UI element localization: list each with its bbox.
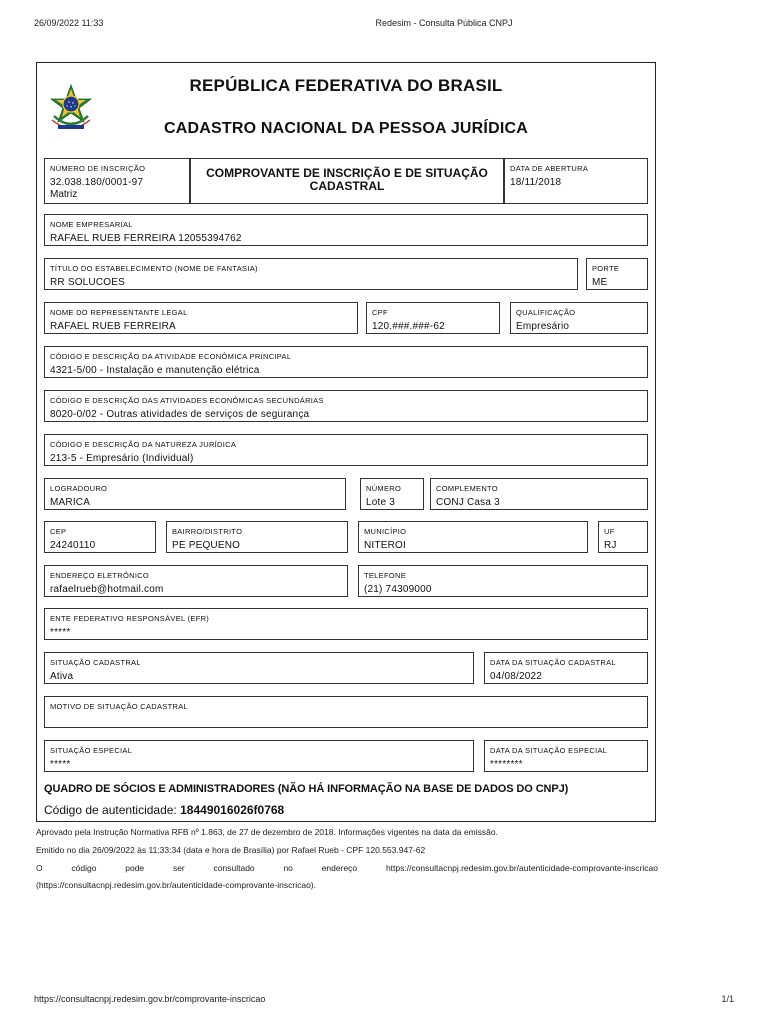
field-data-situacao-cadastral	[484, 652, 648, 684]
field-natureza-juridica	[44, 434, 648, 466]
field-efr	[44, 608, 648, 640]
field-porte	[586, 258, 648, 290]
field-bairro	[166, 521, 348, 553]
field-value: RR SOLUCOES	[50, 277, 125, 288]
footer-word: O	[36, 863, 43, 873]
footer-word: código	[71, 863, 97, 873]
document-title-sub: CADASTRO NACIONAL DA PESSOA JURÍDICA	[164, 120, 528, 137]
field-value: MARICA	[50, 497, 91, 508]
field-atividades-secundarias	[44, 390, 648, 422]
field-label: SITUAÇÃO CADASTRAL	[50, 658, 141, 667]
field-value: PE PEQUENO	[172, 540, 241, 551]
comprovante-title: COMPROVANTE DE INSCRIÇÃO E DE SITUAÇÃO CADASTRAL	[206, 166, 488, 193]
print-page-title: Redesim - Consulta Pública CNPJ	[375, 18, 513, 28]
field-cpf	[366, 302, 500, 334]
field-label: PORTE	[592, 264, 620, 273]
field-situacao-especial	[44, 740, 474, 772]
field-label: DATA DA SITUAÇÃO ESPECIAL	[490, 746, 608, 755]
field-value: 8020-0/02 - Outras atividades de serviços de segurança	[50, 409, 310, 420]
field-logradouro	[44, 478, 346, 510]
footer-word: consultado	[213, 863, 255, 873]
field-value-secondary: Matriz	[50, 189, 78, 200]
field-atividade-principal	[44, 346, 648, 378]
field-value: 4321-5/00 - Instalação e manutenção elétrica	[50, 365, 260, 376]
field-label: DATA DA SITUAÇÃO CADASTRAL	[490, 658, 616, 667]
autenticidade-link[interactable]: https://consultacnpj.redesim.gov.br/autenticidade-comprovante-inscricao	[385, 863, 658, 873]
field-value: rafaelrueb@hotmail.com	[50, 584, 164, 595]
print-url: https://consultacnpj.redesim.gov.br/comprovante-inscricao	[34, 994, 266, 1004]
field-label: NÚMERO DE INSCRIÇÃO	[50, 164, 146, 173]
field-value: CONJ Casa 3	[436, 497, 500, 508]
field-label: ENTE FEDERATIVO RESPONSÁVEL (EFR)	[50, 614, 210, 623]
comprovante-title-box	[190, 158, 504, 204]
field-label: CÓDIGO E DESCRIÇÃO DA NATUREZA JURÍDICA	[50, 440, 237, 449]
autenticidade-label: Código de autenticidade:	[44, 803, 177, 817]
footer-note-emitido: Emitido no dia 26/09/2022 às 11:33:34 (data e hora de Brasília) por Rafael Rueb - CPF 120.553.947-62	[36, 845, 426, 855]
footer-word: ser	[172, 863, 185, 873]
field-value: 18/11/2018	[510, 177, 562, 188]
field-label: NÚMERO	[366, 484, 402, 493]
print-page-number: 1/1	[721, 994, 734, 1004]
field-value: Ativa	[50, 671, 74, 682]
autenticidade-code: 18449016026f0768	[180, 803, 285, 817]
field-value: *****	[50, 627, 71, 638]
field-value: 32.038.180/0001-97	[50, 177, 144, 188]
field-value: RJ	[604, 540, 617, 551]
field-value: 24240110	[50, 540, 96, 551]
field-label: LOGRADOURO	[50, 484, 108, 493]
field-value: Lote 3	[366, 497, 396, 508]
field-label: NOME DO REPRESENTANTE LEGAL	[50, 308, 188, 317]
field-label: DATA DE ABERTURA	[510, 164, 589, 173]
field-label: NOME EMPRESARIAL	[50, 220, 133, 229]
field-numero-inscricao	[44, 158, 190, 204]
footer-note-url: (https://consultacnpj.redesim.gov.br/autenticidade-comprovante-inscricao).	[36, 880, 317, 890]
field-numero	[360, 478, 424, 510]
document-title-main: REPÚBLICA FEDERATIVA DO BRASIL	[189, 76, 503, 95]
field-municipio	[358, 521, 588, 553]
field-label: MUNICÍPIO	[364, 527, 407, 536]
field-value: RAFAEL RUEB FERREIRA	[50, 321, 176, 332]
field-label: SITUAÇÃO ESPECIAL	[50, 746, 133, 755]
field-situacao-cadastral	[44, 652, 474, 684]
field-value: *****	[50, 759, 71, 770]
field-uf	[598, 521, 648, 553]
field-value: 120.###.###-62	[372, 321, 445, 332]
field-value: RAFAEL RUEB FERREIRA 12055394762	[50, 233, 242, 244]
field-data-abertura	[504, 158, 648, 204]
field-label: MOTIVO DE SITUAÇÃO CADASTRAL	[50, 702, 189, 711]
field-representante-legal	[44, 302, 358, 334]
field-email	[44, 565, 348, 597]
field-data-situacao-especial	[484, 740, 648, 772]
field-complemento	[430, 478, 648, 510]
field-qualificacao	[510, 302, 648, 334]
field-label: TÍTULO DO ESTABELECIMENTO (NOME DE FANTASIA)	[50, 264, 258, 273]
field-value: NITEROI	[364, 540, 406, 551]
field-value: (21) 74309000	[364, 584, 432, 595]
field-value: 213-5 - Empresário (Individual)	[50, 453, 194, 464]
field-value: 04/08/2022	[490, 671, 543, 682]
field-value: Empresário	[516, 321, 570, 332]
field-titulo-estabelecimento	[44, 258, 578, 290]
field-cep	[44, 521, 156, 553]
footer-note-consulta	[36, 863, 658, 873]
footer-note-instrucao: Aprovado pela Instrução Normativa RFB nº 1.863, de 27 de dezembro de 2018. Informações vigentes na data da emissão.	[36, 827, 498, 837]
footer-word: endereço	[321, 863, 358, 873]
field-value: ********	[490, 759, 523, 770]
autenticidade-line	[44, 803, 284, 817]
field-label: UF	[604, 527, 615, 536]
field-value: ME	[592, 277, 608, 288]
field-label: BAIRRO/DISTRITO	[172, 527, 243, 536]
field-label: QUALIFICAÇÃO	[516, 308, 576, 317]
field-label: CÓDIGO E DESCRIÇÃO DA ATIVIDADE ECONÔMICA PRINCIPAL	[50, 352, 292, 361]
print-datetime: 26/09/2022 11:33	[34, 18, 104, 28]
field-nome-empresarial	[44, 214, 648, 246]
field-motivo-situacao	[44, 696, 648, 728]
field-label: CPF	[372, 308, 388, 317]
quadro-socios-heading: QUADRO DE SÓCIOS E ADMINISTRADORES (NÃO HÁ INFORMAÇÃO NA BASE DE DADOS DO CNPJ)	[44, 783, 569, 795]
field-label: CEP	[50, 527, 67, 536]
field-label: ENDEREÇO ELETRÔNICO	[50, 571, 150, 580]
field-label: CÓDIGO E DESCRIÇÃO DAS ATIVIDADES ECONÔMICAS SECUNDÁRIAS	[50, 396, 324, 405]
footer-word: no	[283, 863, 293, 873]
field-label: COMPLEMENTO	[436, 484, 498, 493]
field-label: TELEFONE	[364, 571, 406, 580]
footer-word: pode	[125, 863, 145, 873]
field-telefone	[358, 565, 648, 597]
